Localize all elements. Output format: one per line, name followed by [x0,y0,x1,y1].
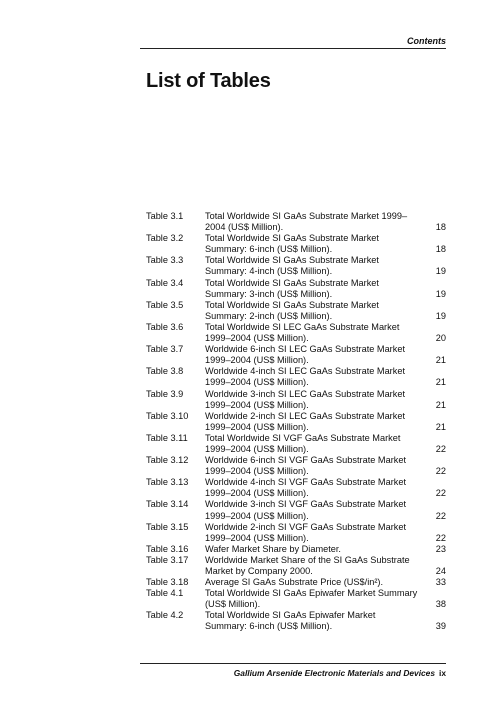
table-page: 22 [435,510,446,521]
table-title: Wafer Market Share by Diameter. [205,543,341,554]
table-page: 21 [435,355,446,366]
table-title: Worldwide 4-inch SI LEC GaAs Substrate Market 1999–2004 (US$ Million). [205,366,405,388]
table-title: Worldwide Market Share of the SI GaAs Substrate Market by Company 2000. [205,554,410,576]
toc-entry [146,433,446,455]
toc-entry [146,544,446,555]
table-title: Worldwide 2-inch SI LEC GaAs Substrate Market 1999–2004 (US$ Million). [205,410,405,432]
table-number: Table 3.5 [146,299,184,310]
table-page: 19 [435,266,446,277]
toc-entry [146,411,446,433]
toc-entry [146,366,446,388]
table-title: Worldwide 3-inch SI VGF GaAs Substrate Market 1999–2004 (US$ Million). [205,499,407,521]
table-title: Total Worldwide SI GaAs Epiwafer Market Summary (US$ Million). [205,588,418,610]
table-number: Table 3.6 [146,321,184,332]
toc-entry [146,499,446,521]
table-page: 22 [435,443,446,454]
table-number: Table 3.8 [146,366,184,377]
table-page: 21 [435,421,446,432]
table-number: Table 3.2 [146,233,184,244]
table-number: Table 4.2 [146,610,184,621]
toc-entry [146,610,446,632]
table-title: Average SI GaAs Substrate Price (US$/in²). [205,577,384,588]
table-number: Table 3.18 [146,577,189,588]
table-page: 19 [435,288,446,299]
table-title: Total Worldwide SI VGF GaAs Substrate Market 1999–2004 (US$ Million). [205,432,401,454]
table-page: 22 [435,532,446,543]
table-page: 24 [435,566,446,576]
table-number: Table 3.13 [146,477,189,488]
page-number: ix [439,668,446,678]
table-page: 20 [435,333,446,344]
table-page: 21 [435,377,446,388]
table-number: Table 3.14 [146,499,189,510]
toc-entry [146,278,446,300]
table-page: 22 [435,488,446,499]
page-title: List of Tables [146,70,271,92]
table-number: Table 3.12 [146,455,189,466]
header-rule [140,48,446,49]
table-page: 23 [435,543,446,554]
toc-entry [146,555,446,577]
running-header: Contents [407,36,446,46]
table-page: 39 [435,621,446,632]
toc-entry [146,344,446,366]
running-footer: Gallium Arsenide Electronic Materials and Devices [233,668,435,678]
toc-entry [146,255,446,277]
table-number: Table 3.7 [146,344,184,355]
table-title: Total Worldwide SI GaAs Substrate Market Summary: 4-inch (US$ Million). [205,255,379,277]
table-page: 21 [435,399,446,410]
toc-entry [146,389,446,411]
toc-entry [146,522,446,544]
table-title: Worldwide 6-inch SI VGF GaAs Substrate Market 1999–2004 (US$ Million). [205,455,407,477]
table-number: Table 3.3 [146,255,184,266]
table-title: Worldwide 6-inch SI LEC GaAs Substrate Market 1999–2004 (US$ Million). [205,344,405,366]
table-title: Total Worldwide SI GaAs Substrate Market Summary: 6-inch (US$ Million). [205,233,379,255]
toc-entry [146,588,446,610]
table-number: Table 3.1 [146,211,184,221]
table-page: 18 [435,244,446,255]
table-page: 33 [435,577,446,588]
table-number: Table 3.10 [146,410,189,421]
table-page: 18 [435,222,446,233]
table-title: Worldwide 2-inch SI VGF GaAs Substrate Market 1999–2004 (US$ Million). [205,521,407,543]
table-page: 22 [435,466,446,477]
toc-entry [146,233,446,255]
table-number: Table 3.16 [146,543,189,554]
table-title: Total Worldwide SI GaAs Substrate Market 1999–2004 (US$ Million). [205,211,408,233]
table-number: Table 3.11 [146,432,188,443]
toc-entry [146,211,446,233]
table-number: Table 3.17 [146,554,189,565]
table-number: Table 4.1 [146,588,184,599]
table-page: 19 [435,310,446,321]
table-title: Worldwide 3-inch SI LEC GaAs Substrate Market 1999–2004 (US$ Million). [205,388,405,410]
table-title: Total Worldwide SI GaAs Epiwafer Market Summary: 6-inch (US$ Million). [205,610,376,632]
table-title: Total Worldwide SI GaAs Substrate Market Summary: 3-inch (US$ Million). [205,277,379,299]
table-title: Total Worldwide SI GaAs Substrate Market Summary: 2-inch (US$ Million). [205,299,379,321]
toc-entry [146,455,446,477]
table-title: Worldwide 4-inch SI VGF GaAs Substrate Market 1999–2004 (US$ Million). [205,477,407,499]
toc-entry [146,577,446,588]
toc-entry [146,322,446,344]
footer-rule [140,663,446,664]
table-page: 38 [435,599,446,610]
table-number: Table 3.9 [146,388,184,399]
toc-entry [146,300,446,322]
list-of-tables [146,211,446,633]
table-title: Total Worldwide SI LEC GaAs Substrate Market 1999–2004 (US$ Million). [205,321,400,344]
table-number: Table 3.4 [146,277,184,288]
toc-entry [146,477,446,499]
table-number: Table 3.15 [146,521,189,532]
